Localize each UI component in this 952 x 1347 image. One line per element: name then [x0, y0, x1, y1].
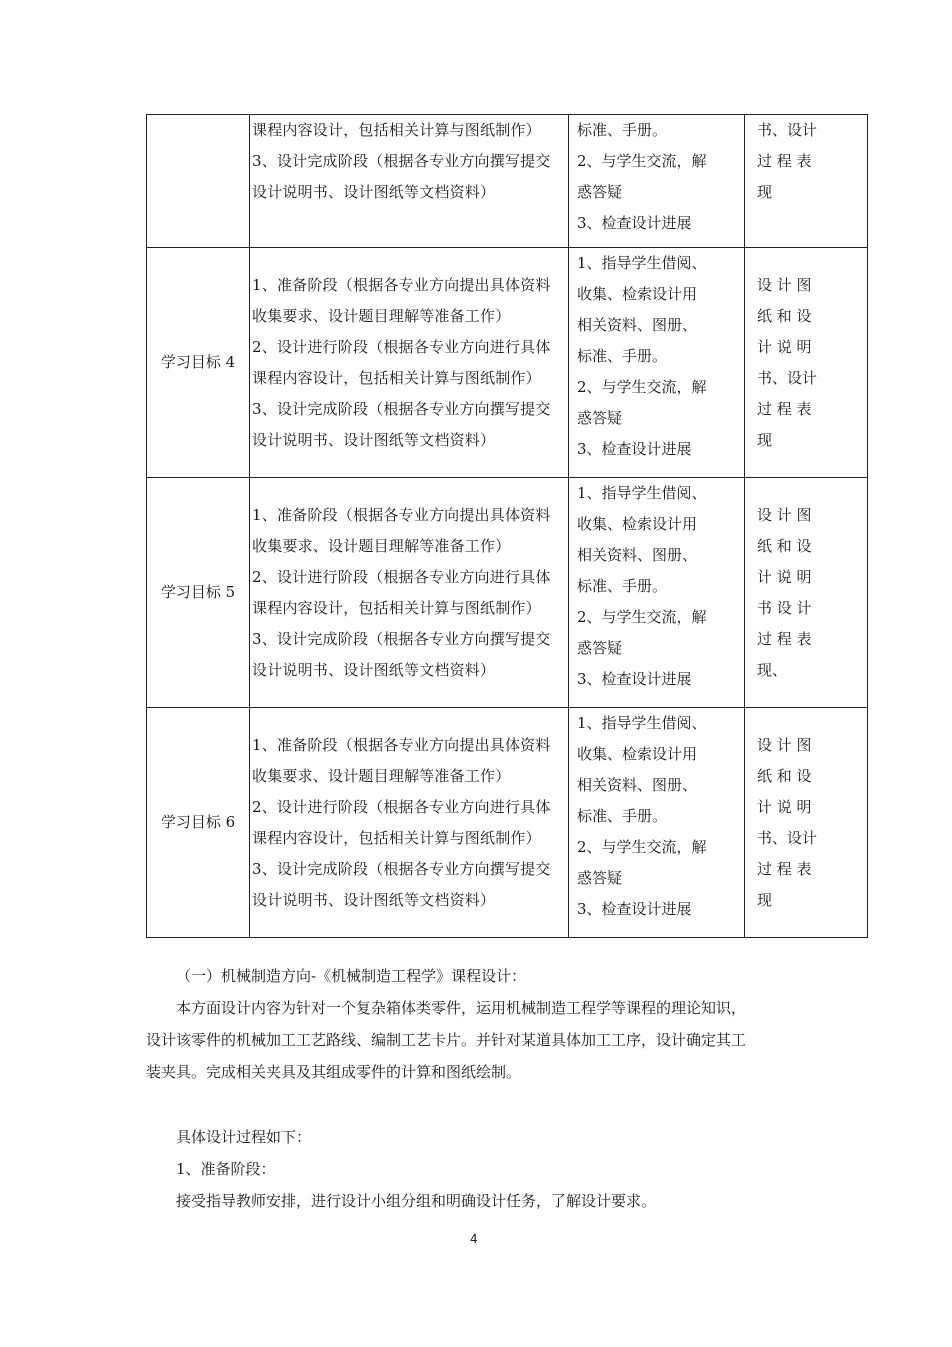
goal-cell: 学习目标 4 [147, 248, 250, 478]
outputs-line: 书、设计 [757, 828, 818, 847]
step-title: 1、准备阶段： [176, 1160, 276, 1178]
outputs-line: 设 计 图 [757, 735, 812, 754]
methods-line: 1、指导学生借阅、 [577, 714, 707, 732]
outputs-line: 过 程 表 [757, 629, 812, 648]
outputs-line: 纸 和 设 [757, 536, 812, 555]
process-intro: 具体设计过程如下： [176, 1128, 312, 1146]
steps-line: 收集要求、设计题目理解等准备工作） [252, 766, 511, 785]
outputs-line: 过 程 表 [757, 152, 812, 170]
outputs-line: 现 [757, 183, 773, 201]
methods-line: 惑答疑 [577, 869, 623, 887]
methods-cell [569, 248, 745, 478]
outputs-line: 设 计 图 [757, 505, 812, 524]
table-row [147, 248, 868, 478]
page-number: 4 [470, 1232, 478, 1246]
goal-cell [147, 115, 250, 248]
methods-line: 2、与学生交流，解 [577, 838, 707, 856]
methods-line: 相关资料、图册、 [577, 546, 698, 564]
methods-line: 2、与学生交流，解 [577, 152, 707, 170]
methods-line: 2、与学生交流，解 [577, 378, 707, 396]
steps-line: 设计说明书、设计图纸等文档资料） [252, 183, 496, 201]
outputs-cell [745, 708, 868, 938]
steps-line: 3、设计完成阶段（根据各专业方向撰写提交 [252, 859, 551, 878]
steps-cell [250, 478, 569, 708]
outputs-line: 现、 [757, 660, 788, 679]
table-row [147, 478, 868, 708]
methods-line: 收集、检索设计用 [577, 285, 698, 303]
steps-line: 3、设计完成阶段（根据各专业方向撰写提交 [252, 152, 551, 170]
outputs-line: 计 说 明 [757, 797, 812, 816]
methods-line: 相关资料、图册、 [577, 776, 698, 794]
steps-cell [250, 248, 569, 478]
body-text-line: 装夹具。完成相关夹具及其组成零件的计算和图纸绘制。 [146, 1063, 522, 1081]
table-row [147, 115, 868, 248]
methods-line: 3、检查设计进展 [577, 440, 692, 458]
steps-line: 2、设计进行阶段（根据各专业方向进行具体 [252, 797, 551, 816]
methods-cell [569, 708, 745, 938]
steps-line: 收集要求、设计题目理解等准备工作） [252, 306, 511, 325]
methods-line: 1、指导学生借阅、 [577, 484, 707, 502]
methods-line: 收集、检索设计用 [577, 515, 698, 533]
steps-cell [250, 115, 569, 248]
outputs-line: 书、设计 [757, 368, 818, 387]
body-text-line: 设计该零件的机械加工工艺路线、编制工艺卡片。并针对某道具体加工工序，设计确定其工 [146, 1031, 747, 1049]
step-text: 接受指导教师安排，进行设计小组分组和明确设计任务，了解设计要求。 [176, 1192, 657, 1210]
outputs-line: 纸 和 设 [757, 766, 812, 785]
outputs-cell [745, 478, 868, 708]
methods-line: 3、检查设计进展 [577, 670, 692, 688]
steps-line: 3、设计完成阶段（根据各专业方向撰写提交 [252, 399, 551, 418]
table-row [147, 708, 868, 938]
outputs-line: 现 [757, 430, 773, 449]
design-plan-table [146, 114, 868, 938]
methods-line: 标准、手册。 [577, 121, 668, 139]
goal-cell: 学习目标 6 [147, 708, 250, 938]
outputs-line: 纸 和 设 [757, 306, 812, 325]
methods-line: 相关资料、图册、 [577, 316, 698, 334]
outputs-line: 设 计 图 [757, 275, 812, 294]
steps-line: 2、设计进行阶段（根据各专业方向进行具体 [252, 567, 551, 586]
steps-line: 课程内容设计，包括相关计算与图纸制作） [252, 598, 541, 617]
methods-line: 惑答疑 [577, 183, 623, 201]
outputs-line: 计 说 明 [757, 567, 812, 586]
steps-line: 1、准备阶段（根据各专业方向提出具体资料 [252, 505, 551, 524]
steps-line: 设计说明书、设计图纸等文档资料） [252, 430, 496, 449]
section-heading: （一）机械制造方向-《机械制造工程学》课程设计： [176, 967, 527, 985]
steps-line: 课程内容设计，包括相关计算与图纸制作） [252, 121, 541, 139]
steps-line: 3、设计完成阶段（根据各专业方向撰写提交 [252, 629, 551, 648]
outputs-cell [745, 248, 868, 478]
steps-line: 课程内容设计，包括相关计算与图纸制作） [252, 828, 541, 847]
methods-line: 标准、手册。 [577, 347, 668, 365]
outputs-line: 过 程 表 [757, 399, 812, 418]
methods-cell [569, 115, 745, 248]
outputs-line: 书、设计 [757, 121, 818, 139]
methods-line: 标准、手册。 [577, 577, 668, 595]
methods-line: 2、与学生交流，解 [577, 608, 707, 626]
steps-line: 1、准备阶段（根据各专业方向提出具体资料 [252, 735, 551, 754]
steps-line: 设计说明书、设计图纸等文档资料） [252, 890, 496, 909]
outputs-line: 计 说 明 [757, 337, 812, 356]
methods-line: 3、检查设计进展 [577, 214, 692, 232]
outputs-line: 书 设 计 [757, 598, 812, 617]
body-text-line: 本方面设计内容为针对一个复杂箱体类零件，运用机械制造工程学等课程的理论知识， [176, 999, 747, 1017]
outputs-cell [745, 115, 868, 248]
methods-line: 惑答疑 [577, 409, 623, 427]
outputs-line: 过 程 表 [757, 859, 812, 878]
methods-cell [569, 478, 745, 708]
methods-line: 收集、检索设计用 [577, 745, 698, 763]
steps-cell [250, 708, 569, 938]
steps-line: 2、设计进行阶段（根据各专业方向进行具体 [252, 337, 551, 356]
methods-line: 标准、手册。 [577, 807, 668, 825]
steps-line: 课程内容设计，包括相关计算与图纸制作） [252, 368, 541, 387]
steps-line: 设计说明书、设计图纸等文档资料） [252, 660, 496, 679]
steps-line: 收集要求、设计题目理解等准备工作） [252, 536, 511, 555]
steps-line: 1、准备阶段（根据各专业方向提出具体资料 [252, 275, 551, 294]
outputs-line: 现 [757, 890, 773, 909]
methods-line: 3、检查设计进展 [577, 900, 692, 918]
methods-line: 1、指导学生借阅、 [577, 254, 707, 272]
goal-cell: 学习目标 5 [147, 478, 250, 708]
methods-line: 惑答疑 [577, 639, 623, 657]
